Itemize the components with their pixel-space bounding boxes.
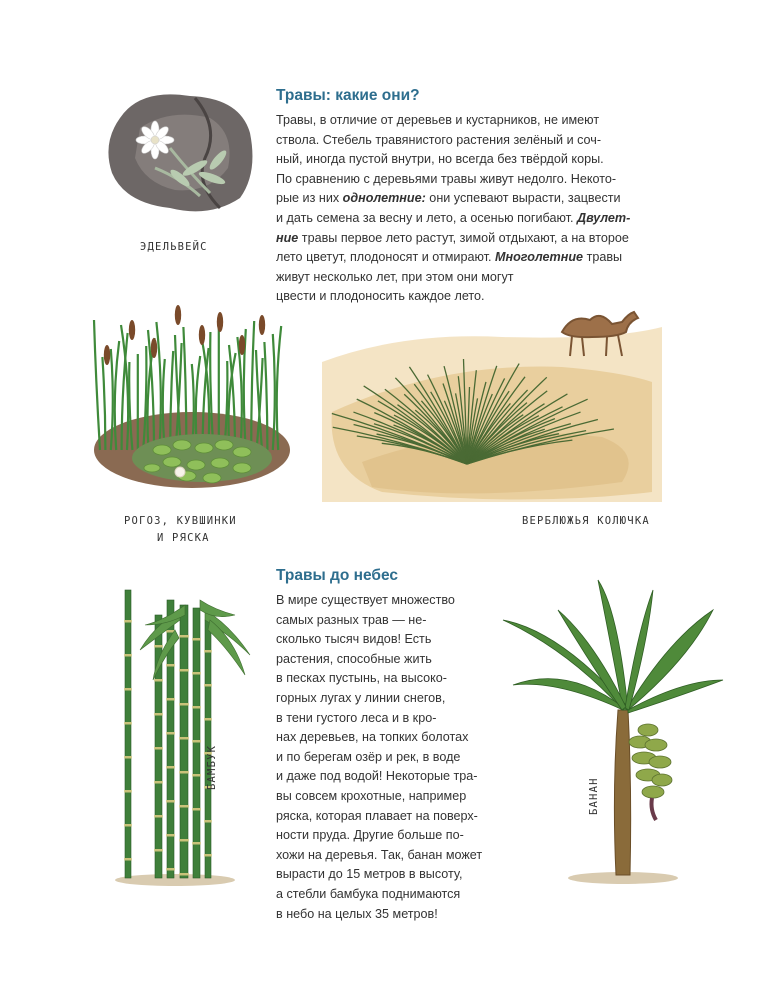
text-run: и дать семена за весну и лето, а осенью погибают. (276, 210, 578, 225)
text-line: горных лугах у линии снегов, (276, 690, 446, 705)
bamboo-stem (125, 590, 131, 878)
reed-blade (273, 334, 275, 450)
bamboo-node (192, 638, 201, 641)
text-line (276, 170, 630, 190)
reed-blade (163, 359, 165, 450)
cattail-pond-illustration (92, 300, 292, 500)
reed-blade (94, 320, 100, 450)
cattail-head (217, 312, 223, 332)
emphasized-term: однолетние: (342, 191, 426, 206)
bamboo-node (166, 732, 175, 735)
bamboo-node (204, 718, 212, 721)
bamboo-node (179, 737, 189, 740)
bamboo-node (124, 722, 132, 725)
bamboo-node (204, 820, 212, 823)
bamboo-node (192, 808, 201, 811)
cattail-head (151, 338, 157, 358)
camelthorn-desert-illustration (322, 292, 662, 502)
text-line: самых разных трав — не- (276, 612, 427, 627)
text-run: лето цветут, плодоносят и отмирают. (276, 250, 495, 265)
emphasized-term: ние (276, 230, 299, 245)
bamboo-node (179, 669, 189, 672)
text-run: Травы, в отличие от деревьев и кустарников, не имеют (276, 113, 600, 127)
text-run: живут несколько лет, при этом они могут (276, 269, 514, 284)
text-line (276, 189, 630, 209)
section-text-sky-high-grasses (276, 591, 482, 924)
bamboo-node (154, 781, 163, 784)
text-line: В мире существует множество (276, 593, 455, 607)
text-line: сколько тысяч видов! Есть (276, 632, 432, 647)
bamboo-node (179, 873, 189, 876)
bamboo-node (179, 839, 189, 842)
bamboo-node (192, 672, 201, 675)
text-line: ности пруда. Другие больше по- (276, 828, 464, 843)
text-line: растения, способные жить (276, 651, 432, 666)
caption-banana: БАНАН (588, 777, 600, 815)
text-line: вы совсем крохотные, например (276, 788, 467, 803)
text-run: рые из них (276, 191, 343, 206)
text-line (276, 150, 630, 170)
text-line: хожи на деревья. Так, банан может (276, 847, 483, 862)
bamboo-node (154, 849, 163, 852)
caption-cattail-line2: И РЯСКА (157, 532, 210, 544)
caption-bamboo: БАМБУК (206, 744, 218, 790)
text-line: и даже под водой! Некоторые тра- (276, 769, 478, 784)
text-line: в песках пустынь, на высоко- (276, 671, 447, 686)
bamboo-node (124, 654, 132, 657)
cattail-head (199, 325, 205, 345)
section-title-herbs: Травы: какие они? (276, 87, 420, 104)
bamboo-node (154, 645, 163, 648)
text-line: в тени густого леса и в кро- (276, 710, 437, 725)
bamboo-node (154, 815, 163, 818)
text-run: они успевают вырасти, зацвести (425, 191, 621, 206)
bamboo-node (166, 698, 175, 701)
banana-plant-illustration (498, 570, 723, 890)
text-line (276, 248, 630, 268)
text-line: нах деревьев, на топких болотах (276, 730, 469, 745)
bamboo-node (204, 650, 212, 653)
bamboo-node (192, 706, 201, 709)
bamboo-illustration (105, 580, 255, 890)
bamboo-node (154, 747, 163, 750)
text-run: ствола. Стебель травянистого растения зелёный и соч- (276, 132, 602, 147)
text-line: и по берегам озёр и рек, в воде (276, 749, 461, 764)
cattail-head (175, 305, 181, 325)
text-run: травы (583, 250, 623, 265)
caption-edelweiss: ЭДЕЛЬВЕЙС (140, 241, 208, 253)
text-line: ряска, которая плавает на поверх- (276, 808, 478, 823)
bamboo-node (124, 824, 132, 827)
text-line: а стебли бамбука поднимаются (276, 886, 461, 901)
reed-blade (111, 349, 113, 450)
bamboo-node (204, 854, 212, 857)
text-line (276, 209, 630, 229)
bamboo-node (124, 688, 132, 691)
bamboo-node (192, 774, 201, 777)
bamboo-node (166, 834, 175, 837)
text-run: травы первое лето растут, зимой отдыхают, а на второе (298, 230, 629, 245)
section-title-sky-high-grasses: Травы до небес (276, 567, 399, 584)
bamboo-node (179, 703, 189, 706)
text-run: По сравнению с деревьями травы живут недолго. Некото- (276, 171, 617, 186)
reed-blade (277, 326, 281, 450)
bamboo-node (179, 635, 189, 638)
emphasized-term: Многолетние (495, 250, 584, 265)
emphasized-term: Двулет- (577, 210, 631, 225)
bamboo-node (166, 868, 175, 871)
bamboo-node (166, 766, 175, 769)
cattail-head (104, 345, 110, 365)
bamboo-stem (180, 605, 188, 878)
cattail-head (239, 335, 245, 355)
text-line (276, 268, 630, 288)
text-line (276, 111, 630, 131)
caption-cattail-line1: РОГОЗ, КУВШИНКИ (124, 515, 237, 527)
bamboo-node (166, 800, 175, 803)
bamboo-node (124, 858, 132, 861)
bamboo-node (124, 756, 132, 759)
text-run: ный, иногда пустой внутри, но всегда без твёрдой коры. (276, 152, 604, 167)
text-line (276, 131, 630, 151)
section-text-herbs (276, 111, 630, 307)
bamboo-node (154, 713, 163, 716)
text-line (276, 229, 630, 249)
bamboo-node (124, 620, 132, 623)
bamboo-node (124, 790, 132, 793)
cattail-head (259, 315, 265, 335)
bamboo-node (204, 684, 212, 687)
text-line: вырасти до 15 метров в высоту, (276, 867, 463, 882)
bamboo-stem (193, 608, 200, 878)
edelweiss-illustration (100, 78, 260, 228)
text-run: цвести и плодоносить каждое лето. (276, 289, 485, 304)
cattail-head (129, 320, 135, 340)
bamboo-node (154, 679, 163, 682)
text-line: в небо на целых 35 метров! (276, 906, 438, 921)
bamboo-node (192, 740, 201, 743)
bamboo-node (179, 771, 189, 774)
caption-camelthorn: ВЕРБЛЮЖЬЯ КОЛЮЧКА (522, 515, 650, 527)
bamboo-node (179, 805, 189, 808)
bamboo-node (192, 842, 201, 845)
bamboo-node (166, 664, 175, 667)
